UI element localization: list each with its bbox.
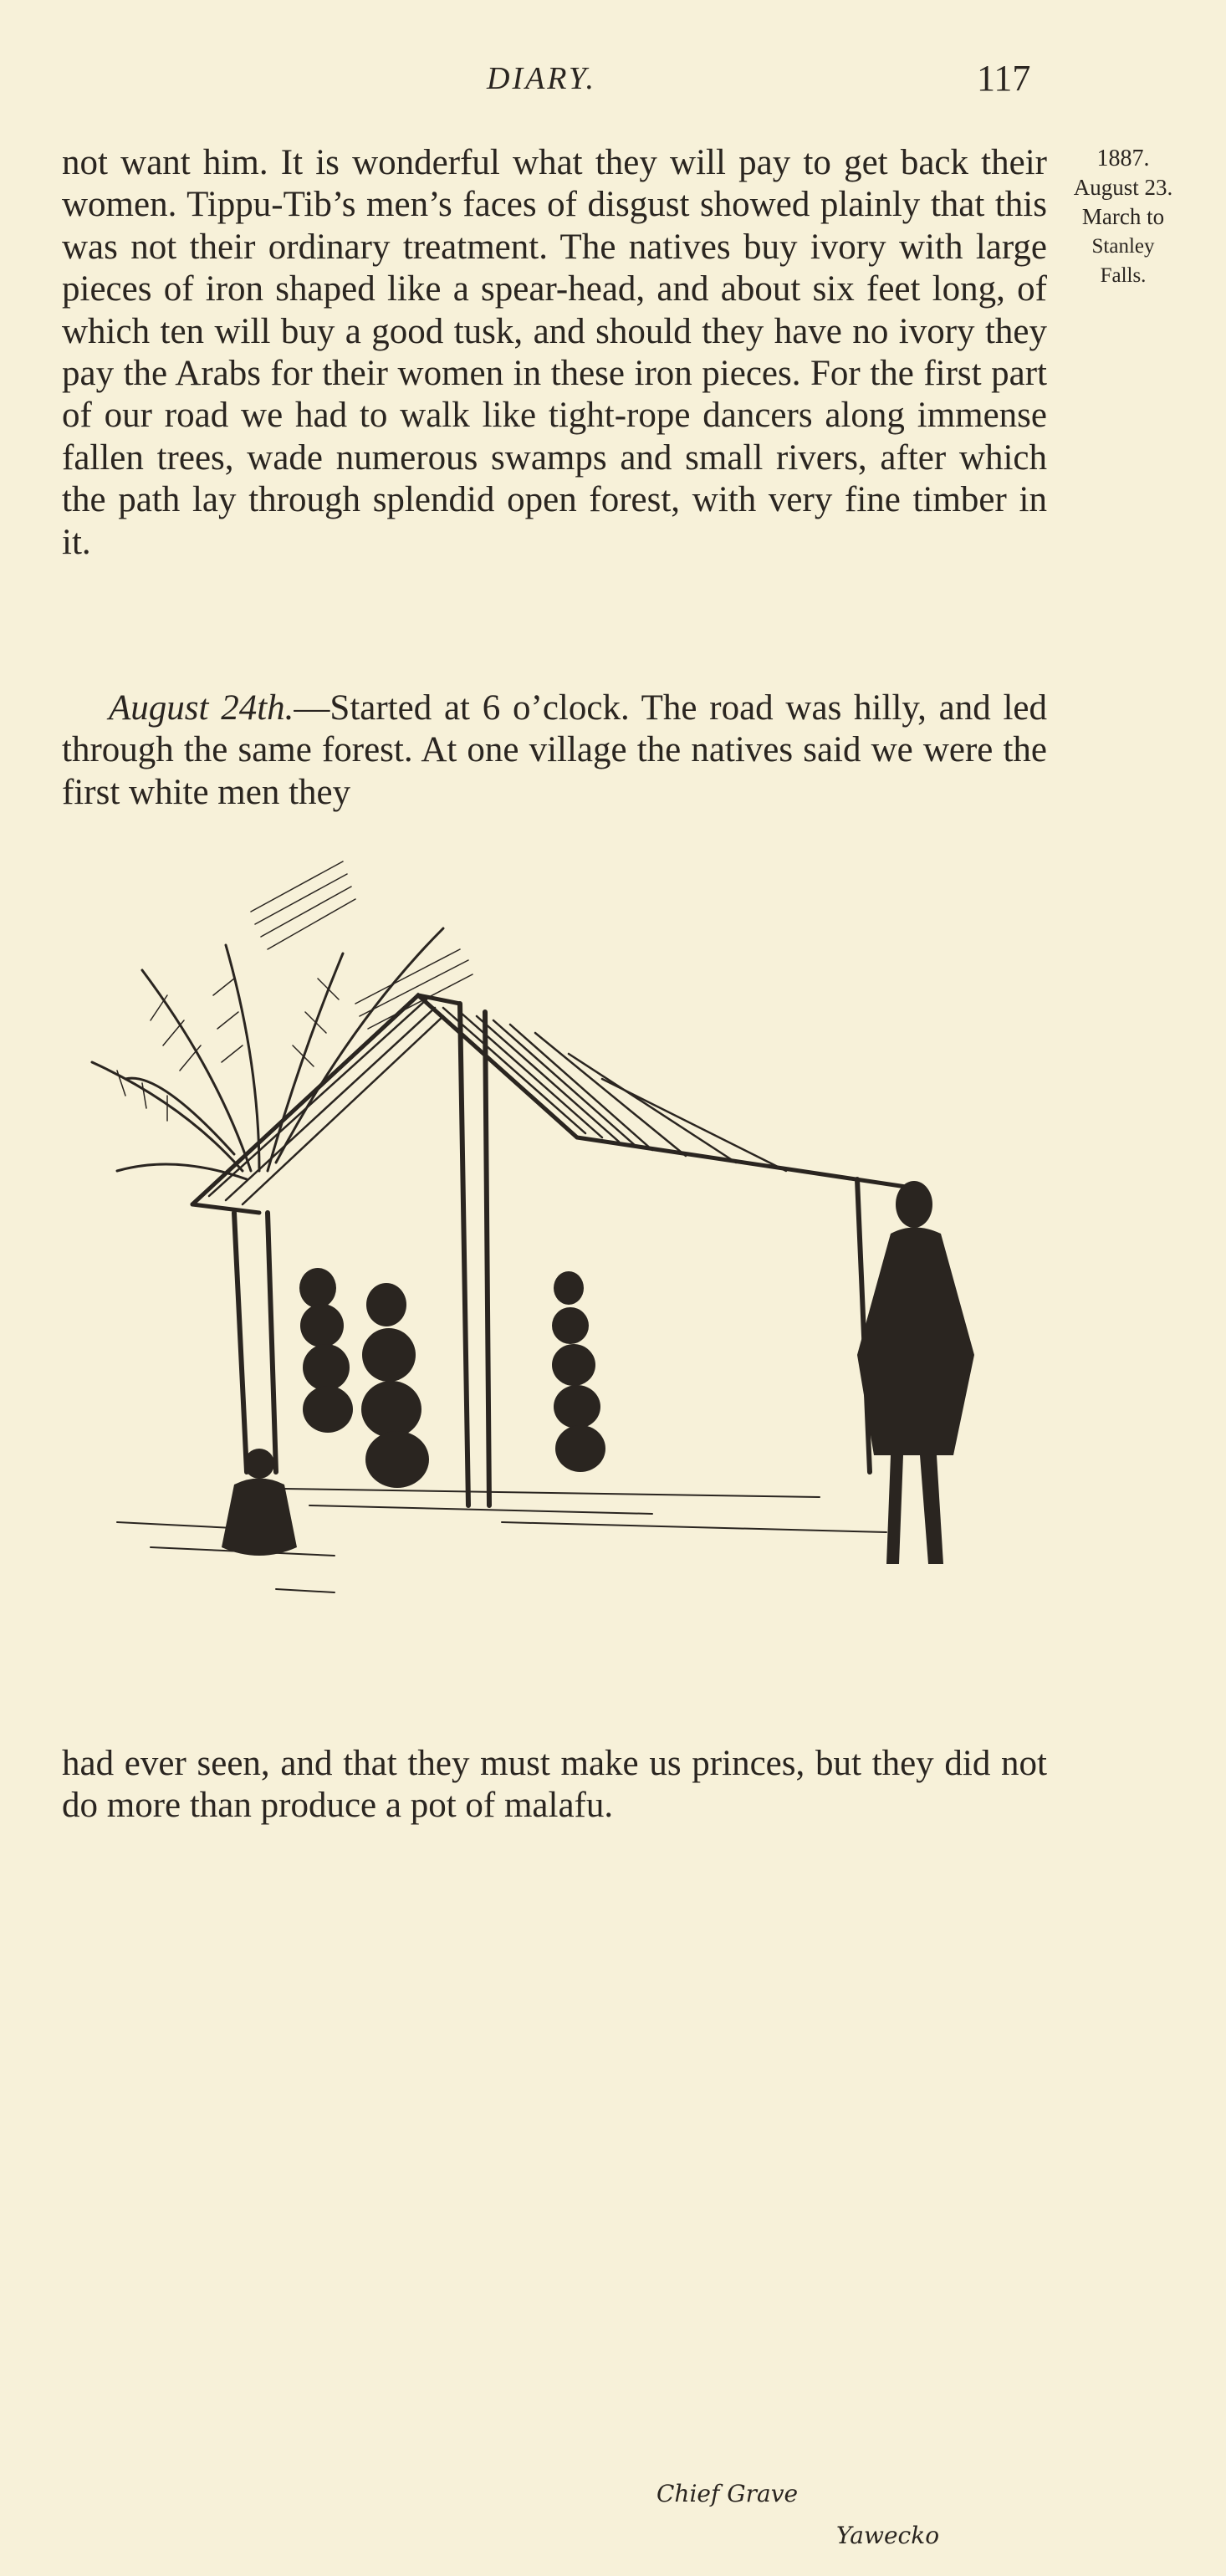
- caption-line-1: Chief Grave: [656, 2480, 799, 2507]
- running-title: DIARY.: [487, 61, 596, 96]
- page-number: 117: [977, 58, 1031, 99]
- paragraph-2-body: —Started at 6 o’clock. The road was hilly, and led through the same forest. At one village the natives said we were the first white men they: [62, 688, 1047, 812]
- stacked-pots: [299, 1268, 605, 1488]
- running-head: [0, 57, 1226, 107]
- engraving-drawing: [67, 853, 1070, 1723]
- paragraph-1: not want him. It is wonderful what they will pay to get back their women. Tippu-Tib’s men’s faces of disgust showed plainly that this was not their ordinary treatment. The natives buy ivory with large pieces of iron shaped like a spear-head, and about six feet long, of which ten will buy a good tusk, and should they have no ivory they pay the Arabs for their women in these iron pieces. For the first part of our road we had to walk like tight-rope dancers along immense fallen trees, wade numerous swamps and small rivers, after which the path lay through splendid open forest, with very fine timber in it.: [62, 143, 1047, 562]
- sidenote-topic-line1: March to: [1081, 204, 1165, 229]
- margin-sidenote: [1052, 144, 1194, 290]
- paragraph-3: had ever seen, and that they must make us princes, but they did not do more than produce a pot of malafu.: [62, 1744, 1047, 1826]
- roof-thatch: [209, 999, 786, 1204]
- caption-line-2: Yawecko: [836, 2522, 940, 2549]
- sky-hatching: [251, 861, 473, 1029]
- diary-date: August 24th.: [109, 688, 294, 728]
- palm-fronds: [92, 928, 443, 1179]
- seated-figure: [222, 1449, 297, 1556]
- paragraph-2: [62, 687, 1047, 814]
- standing-figure: [857, 1181, 974, 1564]
- sidenote-topic-line2: Stanley: [1091, 235, 1155, 258]
- illustration-caption: [134, 1706, 1137, 2576]
- sidenote-topic-line3: Falls.: [1100, 264, 1147, 287]
- sidenote-year: 1887.: [1096, 146, 1150, 171]
- sidenote-date: August 23.: [1073, 175, 1173, 200]
